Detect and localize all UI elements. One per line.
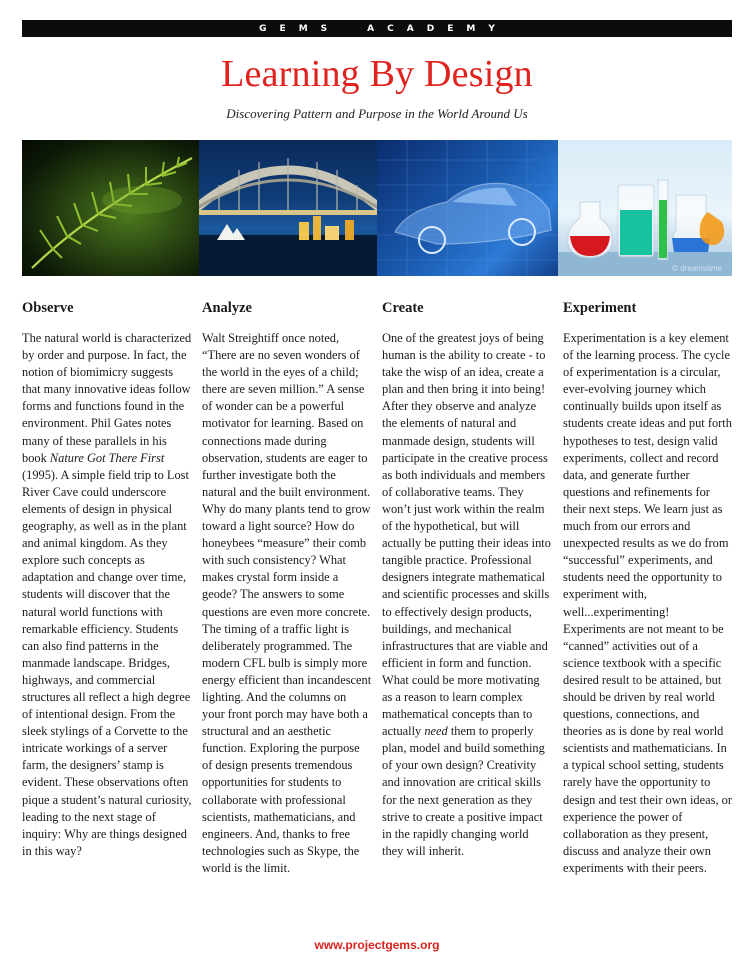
org-word-gems: G E M S (259, 23, 328, 34)
image-banner (22, 140, 732, 276)
page-title: Learning By Design (221, 53, 533, 95)
column-analyze (202, 300, 372, 877)
gems-academy-bar (22, 20, 732, 37)
lab-flasks-image (558, 140, 732, 276)
experiment-heading: Experiment (563, 300, 637, 316)
fern-image (22, 140, 199, 276)
observe-heading: Observe (22, 300, 74, 316)
website-link[interactable]: www.projectgems.org (314, 938, 440, 952)
analyze-body: Walt Streightiff once noted, “There are no seven wonders of the world in the eyes of a child; there are seven million.” A sense of wonder can be a powerful motivator for learning. Based on connections made during observation, students are eager to further investigate both the natural and the built environment. Why do many plants tend to grow toward a light source? How do honeybees “measure” their comb with such consistency? What makes crystal form inside a geode? The answers to some questions are even more concrete. The timing of a traffic light is deliberately programmed. The modern CFL bulb is simply more energy efficient than incandescent lighting. And the columns on your front porch may have both a structural and an aesthetic function. Exploring the purpose of design presents tremendous opportunities for students to collaborate with professional scientists, mathematicians, and engineers. And, thanks to free technologies such as Skype, the world is the limit. (202, 331, 372, 875)
page-subtitle: Discovering Pattern and Purpose in the World Around Us (226, 106, 528, 121)
experiment-body: Experimentation is a key element of the learning process. The cycle of experimentation is a circular, ever-evolving journey which continually builds upon itself as students create ideas and put forth hypotheses to test, design valid experiments, collect and record data, and generate further questions and refinements for their next steps. We learn just as much from our errors and unexpected results as we do from “successful” experiments, and students need the opportunity to experiment with, well...experimenting! Experiments are not meant to be “canned” activities out of a science textbook with a specific desired result to be attained, but should be driven by real world questions, connections, and theories as is done by real world scientists and mathematicians. In a typical school setting, students rarely have the opportunity to design and test their own ideas, or experience the power of collaboration as they present, discuss and analyze their own experiments with their peers. (563, 331, 732, 875)
column-create (382, 300, 552, 860)
observe-body: The natural world is characterized by order and purpose. In fact, the notion of biomimicry suggests that many innovative ideas follow forms and functions found in the environment. Phil Gates notes many of these parallels in his book Nature Got There First (1995). A simple field trip to Lost River Cave could underscore elements of design in physical geography, as well as in the plant and animal kingdom. As they explore such concepts as adaptation and change over time, students will discover that the natural world functions with remarkable efficiency. Students can also find patterns in the manmade landscape. Bridges, highways, and commercial structures all reflect a high degree of intentional design. From the sleek stylings of a Corvette to the intricate workings of a server farm, the designers’ stamp is evident. These observations often pique a student’s natural curiosity, leading to the next stage of inquiry: Why are things designed in this way? (22, 331, 192, 858)
book-title: Nature Got There First (49, 450, 165, 465)
column-experiment (563, 300, 733, 877)
create-body: One of the greatest joys of being human is the ability to create - to take the wisp of an idea, create a plan and then bring it into being! After they observe and analyze the elements of natural and manmade design, students will participate in the creative process as both individuals and members of collaborative teams. They won’t just work within the realm of the hypothetical, but will actually be putting their ideas into tangible practice. Professional designers integrate mathematical and scientific processes and skills to effectively design products, buildings, and mechanical infrastructures that are viable and efficient in form and function. What could be more motivating as a reason to learn complex mathematical concepts than to actually need them to properly plan, model and build something of your own design? Creativity and innovation are critical skills for the next generation as they strive to create a positive impact in the rapidly changing world they will inherit. (382, 331, 551, 858)
emphasis-need: need (424, 724, 448, 739)
create-heading: Create (382, 300, 424, 316)
footer (0, 938, 754, 952)
column-observe (22, 300, 192, 860)
analyze-heading: Analyze (202, 300, 252, 316)
org-word-academy: A C A D E M Y (367, 23, 495, 34)
bridge-image (199, 140, 377, 276)
watermark-text: © dreamstime (672, 264, 722, 273)
car-image (377, 140, 558, 276)
